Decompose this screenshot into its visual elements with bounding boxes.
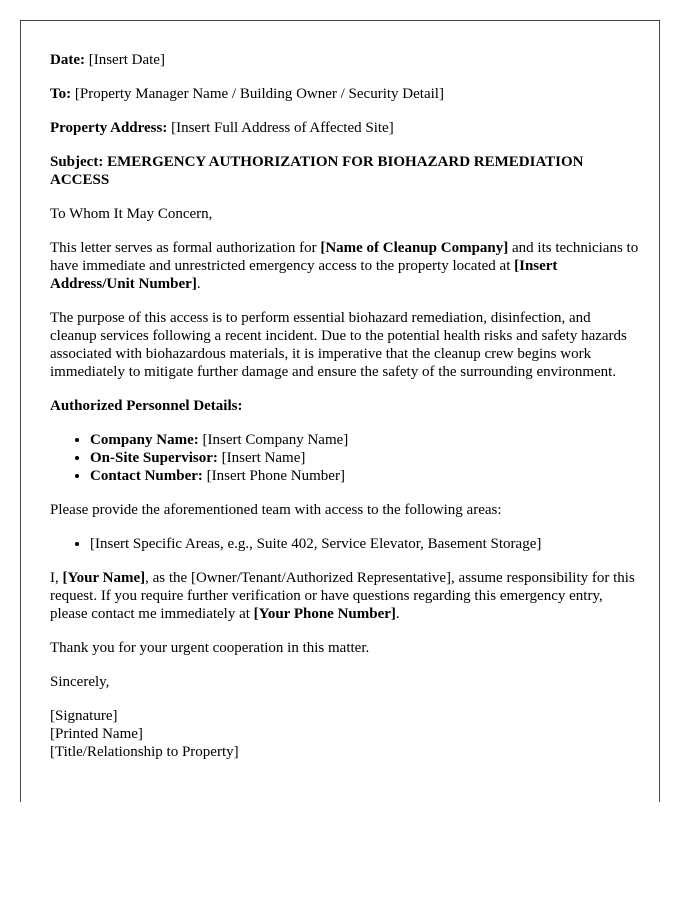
responsibility-paragraph: [50, 569, 640, 623]
personnel-label: Company Name:: [90, 432, 199, 448]
list-item: [90, 449, 640, 467]
printed-name-placeholder: [Printed Name]: [50, 726, 143, 742]
personnel-value: [Insert Name]: [221, 450, 306, 466]
purpose-paragraph: The purpose of this access is to perform essential biohazard remediation, disinfection, and cleanup services following a recent incident. Due to the potential health risks and safety hazards associated with biohazardous materials, it is imperative that the cleanup crew begins work immediately to mitigate further damage and ensure the safety of the surrounding environment.: [50, 310, 627, 380]
to-label: To:: [50, 86, 72, 102]
letter-page: [20, 20, 660, 802]
subject-label: Subject:: [50, 154, 104, 170]
para3-text-a: I,: [50, 570, 63, 586]
unit-placeholder: [Insert Address/Unit Number]: [50, 258, 558, 292]
salutation: To Whom It May Concern,: [50, 206, 213, 222]
personnel-heading: Authorized Personnel Details:: [50, 398, 243, 414]
your-phone-placeholder: [Your Phone Number]: [253, 606, 396, 622]
authorization-paragraph: [50, 239, 640, 293]
letter-body: [50, 51, 640, 761]
your-name-placeholder: [Your Name]: [62, 570, 146, 586]
para1-text-a: This letter serves as formal authorization for: [50, 240, 321, 256]
list-item: [90, 467, 640, 485]
address-label: Property Address:: [50, 120, 168, 136]
title-placeholder: [Title/Relationship to Property]: [50, 744, 239, 760]
personnel-label: Contact Number:: [90, 468, 203, 484]
closing-line: Sincerely,: [50, 674, 110, 690]
para1-text-c: .: [196, 276, 201, 292]
areas-intro: Please provide the aforementioned team with access to the following areas:: [50, 502, 502, 518]
list-item: • [Insert Specific Areas, e.g., Suite 402, Service Elevator, Basement Storage]: [90, 535, 640, 553]
date-value: [Insert Date]: [88, 52, 165, 68]
to-line: [50, 85, 640, 103]
thanks-line: Thank you for your urgent cooperation in this matter.: [50, 640, 370, 656]
personnel-value: [Insert Phone Number]: [206, 468, 345, 484]
list-item: [90, 431, 640, 449]
personnel-list: [50, 431, 640, 485]
subject-value: EMERGENCY AUTHORIZATION FOR BIOHAZARD REMEDIATION ACCESS: [50, 154, 584, 188]
para1-text-b: and its technicians to have immediate and unrestricted emergency access to the property located at: [50, 240, 639, 274]
address-value: [Insert Full Address of Affected Site]: [171, 120, 394, 136]
signature-placeholder: [Signature]: [50, 708, 118, 724]
personnel-label: On-Site Supervisor:: [90, 450, 218, 466]
signature-block: [50, 707, 640, 761]
address-line: [50, 119, 640, 137]
date-line: [50, 51, 640, 69]
para3-text-b: , as the [Owner/Tenant/Authorized Representative], assume responsibility for this request. If you require further verification or have questions regarding this emergency entry, please contact me immediately at: [50, 570, 635, 622]
areas-list: [50, 535, 640, 553]
to-value: [Property Manager Name / Building Owner / Security Detail]: [74, 86, 444, 102]
personnel-value: [Insert Company Name]: [202, 432, 349, 448]
subject-line: [50, 153, 640, 189]
para3-text-c: .: [395, 606, 400, 622]
date-label: Date:: [50, 52, 85, 68]
cleanup-company-placeholder: [Name of Cleanup Company]: [320, 240, 509, 256]
